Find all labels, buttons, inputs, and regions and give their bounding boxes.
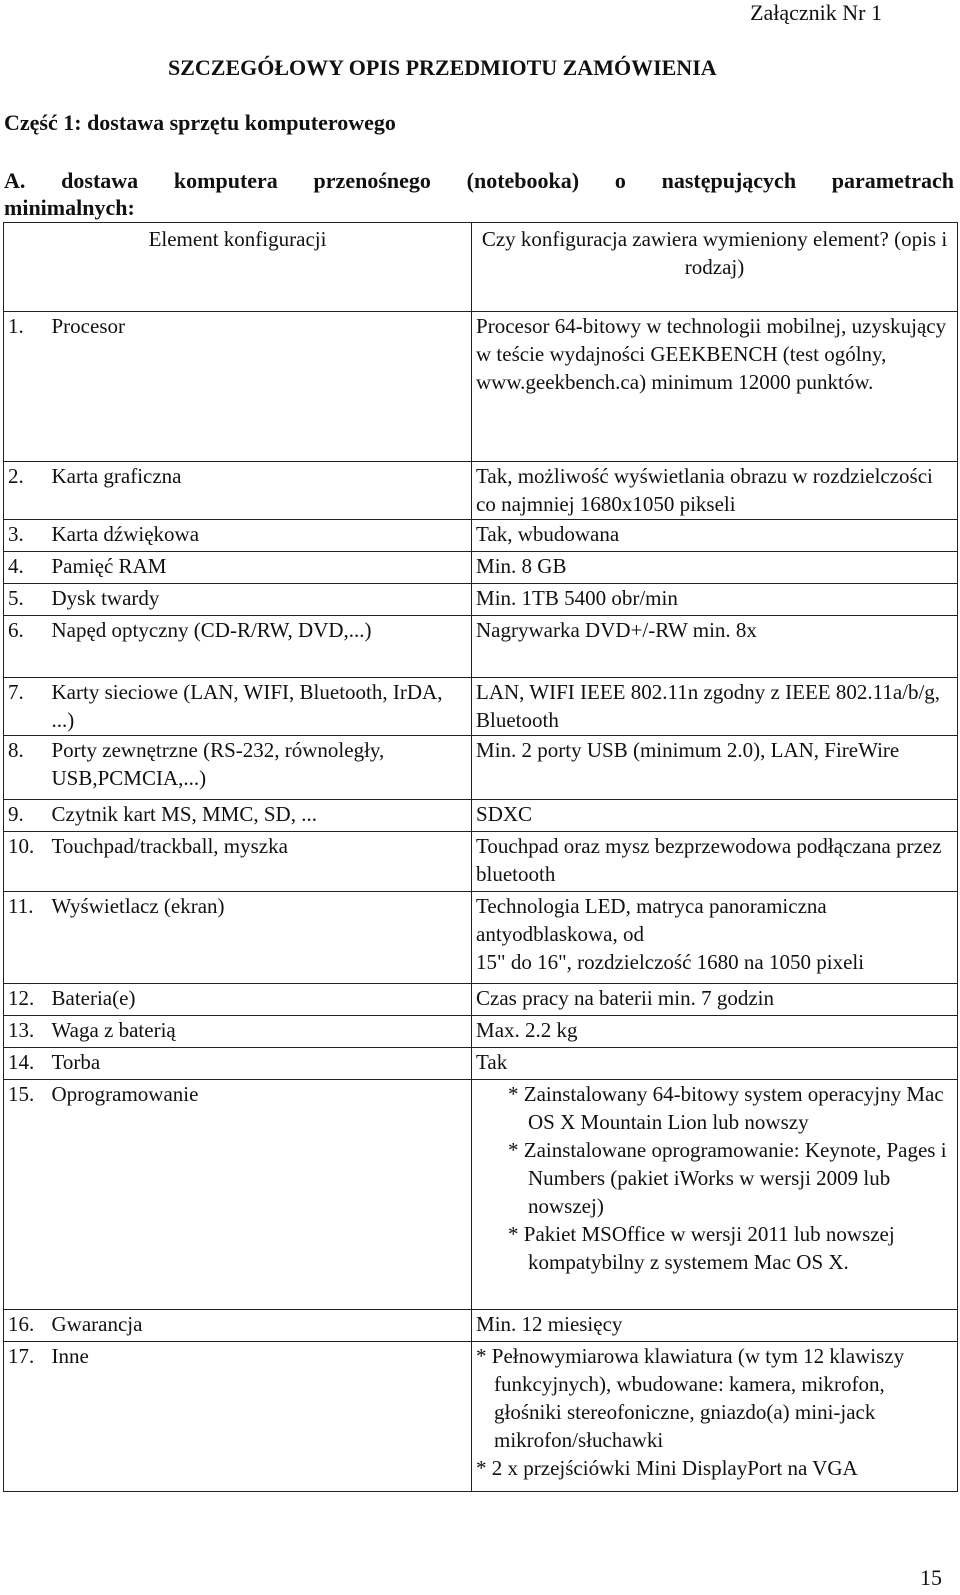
description-text: Technologia LED, matryca panoramiczna antyodblaskowa, od <box>476 894 827 946</box>
row-description <box>472 1048 958 1080</box>
row-description <box>472 616 958 678</box>
table-row <box>4 1080 958 1310</box>
row-element-label: Torba <box>52 1048 472 1080</box>
table-row <box>4 1342 958 1492</box>
attachment-label: Załącznik Nr 1 <box>750 0 882 25</box>
table-body <box>4 312 958 1492</box>
row-number: 1. <box>4 312 52 462</box>
table-header-row <box>4 223 958 312</box>
list-item: * 2 x przejściówki Mini DisplayPort na VGA <box>476 1456 858 1480</box>
table-row <box>4 1310 958 1342</box>
row-description <box>472 1310 958 1342</box>
description-text: Min. 12 miesięcy <box>476 1312 623 1336</box>
row-number: 12. <box>4 984 52 1016</box>
row-description <box>472 552 958 584</box>
description-list <box>476 1342 953 1482</box>
row-element-label: Napęd optyczny (CD-R/RW, DVD,...) <box>52 616 472 678</box>
row-description <box>472 1342 958 1492</box>
row-element-label: Wyświetlacz (ekran) <box>52 892 472 984</box>
row-description <box>472 1016 958 1048</box>
list-item: * Pakiet MSOffice w wersji 2011 lub nowszej kompatybilny z systemem Mac OS X. <box>508 1222 895 1274</box>
row-element-label: Inne <box>52 1342 472 1492</box>
description-text: Tak <box>476 1050 508 1074</box>
row-element-label: Dysk twardy <box>52 584 472 616</box>
row-number: 14. <box>4 1048 52 1080</box>
row-description <box>472 1080 958 1310</box>
row-element-label: Oprogramowanie <box>52 1080 472 1310</box>
row-description <box>472 678 958 736</box>
list-item: * Pełnowymiarowa klawiatura (w tym 12 klawiszy funkcyjnych), wbudowane: kamera, mikrofon, głośniki stereofoniczne, gniazdo(a) mini-jack mikrofon/słuchawki <box>476 1344 905 1452</box>
table-row <box>4 736 958 800</box>
table-row <box>4 312 958 462</box>
row-element-label: Gwarancja <box>52 1310 472 1342</box>
row-description <box>472 800 958 832</box>
column-header-description: Czy konfiguracja zawiera wymieniony element? (opis i rodzaj) <box>472 223 958 312</box>
description-text: Czas pracy na baterii min. 7 godzin <box>476 986 775 1010</box>
row-number: 5. <box>4 584 52 616</box>
row-description <box>472 584 958 616</box>
row-number: 2. <box>4 462 52 520</box>
table-row <box>4 584 958 616</box>
row-number: 10. <box>4 832 52 892</box>
row-description <box>472 312 958 462</box>
column-header-element: Element konfiguracji <box>4 223 472 312</box>
document-title: SZCZEGÓŁOWY OPIS PRZEDMIOTU ZAMÓWIENIA <box>168 55 717 80</box>
row-number: 15. <box>4 1080 52 1310</box>
row-number: 4. <box>4 552 52 584</box>
description-text: Min. 2 porty USB (minimum 2.0), LAN, FireWire <box>476 738 900 762</box>
row-element-label: Czytnik kart MS, MMC, SD, ... <box>52 800 472 832</box>
description-text-line2: 15" do 16", rozdzielczość 1680 na 1050 pixeli <box>476 950 865 974</box>
row-description <box>472 984 958 1016</box>
description-text: Max. 2.2 kg <box>476 1018 578 1042</box>
row-number: 6. <box>4 616 52 678</box>
description-list <box>476 1080 953 1276</box>
row-number: 13. <box>4 1016 52 1048</box>
list-item: * Zainstalowany 64-bitowy system operacyjny Mac OS X Mountain Lion lub nowszy <box>508 1082 944 1134</box>
description-text: SDXC <box>476 802 533 826</box>
table-row <box>4 892 958 984</box>
row-description <box>472 892 958 984</box>
table-row <box>4 832 958 892</box>
table-row <box>4 984 958 1016</box>
row-element-label: Procesor <box>52 312 472 462</box>
part-heading: Część 1: dostawa sprzętu komputerowego <box>4 110 396 135</box>
row-element-label: Pamięć RAM <box>52 552 472 584</box>
description-text: Procesor 64-bitowy w technologii mobilnej, uzyskujący w teście wydajności GEEKBENCH (test ogólny, www.geekbench.ca) minimum 12000 punktów. <box>476 314 947 394</box>
table-row <box>4 552 958 584</box>
row-number: 11. <box>4 892 52 984</box>
row-description <box>472 832 958 892</box>
list-item: * Zainstalowane oprogramowanie: Keynote, Pages i Numbers (pakiet iWorks w wersji 2009 lub nowszej) <box>508 1138 947 1218</box>
table-row <box>4 616 958 678</box>
row-description <box>472 736 958 800</box>
description-text: Min. 1TB 5400 obr/min <box>476 586 678 610</box>
description-text: Min. 8 GB <box>476 554 567 578</box>
row-element-label: Touchpad/trackball, myszka <box>52 832 472 892</box>
description-text: Tak, możliwość wyświetlania obrazu w rozdzielczości co najmniej 1680x1050 pikseli <box>476 464 933 516</box>
table-row <box>4 678 958 736</box>
row-number: 9. <box>4 800 52 832</box>
table-row <box>4 520 958 552</box>
section-heading-line1: A. dostawa komputera przenośnego (notebooka) o następujących parametrach <box>4 168 954 193</box>
row-number: 7. <box>4 678 52 736</box>
row-element-label: Waga z baterią <box>52 1016 472 1048</box>
row-element-label: Karta graficzna <box>52 462 472 520</box>
section-heading-line2: minimalnych: <box>4 195 135 220</box>
row-number: 3. <box>4 520 52 552</box>
table-row <box>4 1048 958 1080</box>
row-number: 8. <box>4 736 52 800</box>
table-row <box>4 462 958 520</box>
row-number: 16. <box>4 1310 52 1342</box>
description-text: LAN, WIFI IEEE 802.11n zgodny z IEEE 802.11a/b/g, Bluetooth <box>476 680 941 732</box>
specification-table <box>3 222 958 1492</box>
page-number: 15 <box>920 1565 942 1590</box>
row-description <box>472 462 958 520</box>
row-element-label: Karta dźwiękowa <box>52 520 472 552</box>
description-text: Touchpad oraz mysz bezprzewodowa podłączana przez bluetooth <box>476 834 942 886</box>
row-element-label: Karty sieciowe (LAN, WIFI, Bluetooth, IrDA, ...) <box>52 678 472 736</box>
table-row <box>4 1016 958 1048</box>
row-element-label: Bateria(e) <box>52 984 472 1016</box>
row-element-label: Porty zewnętrzne (RS-232, równoległy, USB,PCMCIA,...) <box>52 736 472 800</box>
description-text: Nagrywarka DVD+/-RW min. 8x <box>476 618 757 642</box>
row-description <box>472 520 958 552</box>
row-number: 17. <box>4 1342 52 1492</box>
description-text: Tak, wbudowana <box>476 522 620 546</box>
table-row <box>4 800 958 832</box>
